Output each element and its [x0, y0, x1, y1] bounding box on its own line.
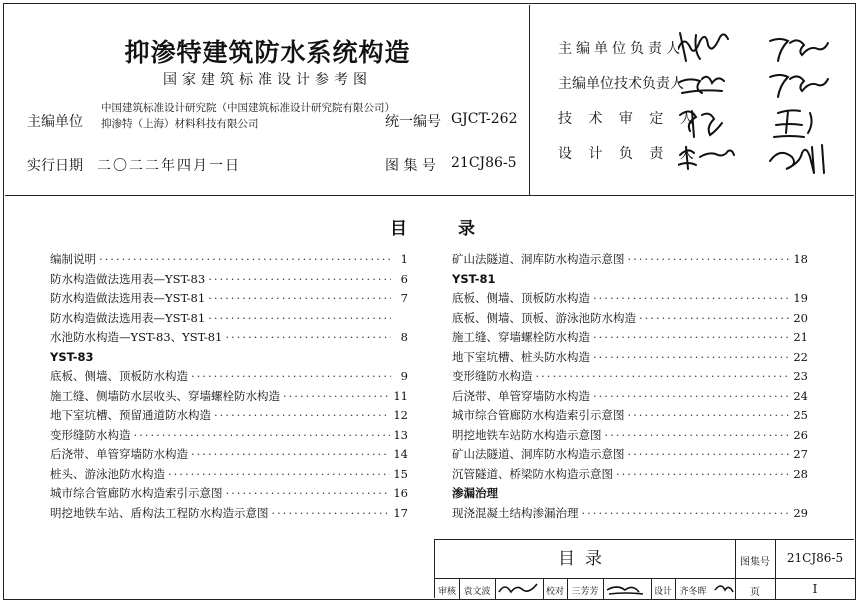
toc-entry-title: 施工缝、穿墙螺栓防水构造	[452, 330, 590, 344]
design-label: 设计	[653, 587, 672, 597]
toc-entry-title: 地下室坑槽、桩头防水构造	[452, 349, 590, 364]
toc-entry[interactable]	[452, 328, 808, 348]
toc-leader-dots	[536, 367, 791, 387]
toc-entry[interactable]	[452, 250, 808, 270]
toc-leader-dots	[225, 328, 391, 348]
toc-entry-title: 矿山法隧道、洞库防水构造示意图	[452, 252, 625, 266]
toc-entry-title: 水池防水构造—YST-83、YST-81	[50, 330, 223, 344]
toc-title-right: 录	[458, 219, 475, 239]
toc-entry-page: 27	[793, 447, 808, 461]
toc-entry[interactable]	[50, 270, 408, 290]
editor-line-2: 抑渗特（上海）材料科技有限公司	[101, 118, 259, 130]
checker-name: 三芳芳	[571, 587, 599, 597]
toc-section-heading: 渗漏治理	[452, 486, 498, 500]
toc-entry[interactable]	[452, 289, 808, 309]
toc-entry-page: 13	[393, 427, 408, 442]
toc-leader-dots	[582, 504, 791, 524]
toc-entry-page: 15	[393, 466, 408, 481]
toc-leader-dots	[208, 289, 391, 309]
toc-leader-dots	[283, 387, 390, 407]
toc-entry-title: 地下室坑槽、预留通道防水构造	[50, 408, 211, 422]
toc-entry[interactable]	[50, 465, 408, 485]
toc-leader-dots	[593, 387, 790, 407]
toc-entry-title: 沉管隧道、桥梁防水构造示意图	[452, 466, 613, 481]
toc-entry-page: 24	[793, 388, 808, 403]
toc-entry[interactable]	[50, 426, 408, 446]
toc-right-column	[452, 250, 808, 523]
toc-entry-page: 17	[393, 505, 408, 520]
toc-entry[interactable]	[452, 426, 808, 446]
header-divider	[5, 195, 854, 196]
toc-entry-page: 19	[793, 291, 808, 305]
toc-entry-page: 9	[400, 369, 408, 383]
toc-entry-page: 14	[393, 447, 408, 461]
editor-label: 主编单位	[27, 114, 83, 130]
unified-no-label: 统一编号	[385, 114, 441, 130]
toc-entry[interactable]	[50, 406, 408, 426]
effective-date: 二〇二二年四月一日	[97, 158, 241, 174]
toc-leader-dots	[134, 426, 391, 446]
toc-entry[interactable]	[50, 484, 408, 504]
toc-entry-title: 后浇带、单管穿墙防水构造	[452, 388, 590, 403]
designer-name: 齐冬晖	[679, 587, 707, 597]
toc-entry-page: 8	[400, 330, 408, 344]
toc-entry[interactable]	[50, 387, 408, 407]
atlas-no-label: 图 集 号	[385, 158, 436, 174]
toc-leader-dots	[593, 289, 790, 309]
title-block	[434, 539, 854, 598]
toc-title-left: 目	[390, 219, 407, 239]
toc-entry[interactable]	[452, 465, 808, 485]
toc-entry-title: 防水构造做法选用表—YST-83	[50, 271, 206, 286]
toc-leader-dots	[628, 445, 791, 465]
toc-entry-title: 城市综合管廊防水构造索引示意图	[452, 408, 625, 422]
signature-label: 技 术 审 定 人	[558, 111, 700, 127]
signature-label: 主编单位负责人	[558, 41, 684, 57]
toc-leader-dots	[272, 504, 391, 524]
toc-entry-page: 29	[793, 505, 808, 520]
toc-entry-title: 底板、侧墙、顶板防水构造	[452, 291, 590, 305]
toc-entry-page: 23	[793, 369, 808, 383]
check-label: 校对	[545, 587, 564, 597]
atlas-no: 21CJ86-5	[451, 155, 517, 171]
toc-leader-dots	[168, 465, 390, 485]
toc-entry-page: 16	[393, 486, 408, 500]
toc-entry-page: 21	[793, 330, 808, 344]
signature-panel	[530, 5, 854, 195]
toc-section-heading: YST-83	[50, 349, 94, 364]
toc-entry-title: 变形缝防水构造	[452, 369, 533, 383]
toc-entry-title: 明挖地铁车站、盾构法工程防水构造示意图	[50, 505, 269, 520]
toc-leader-dots	[616, 465, 790, 485]
toc-entry-title: 城市综合管廊防水构造索引示意图	[50, 486, 223, 500]
atlas-subtitle: 国家建筑标准设计参考图	[163, 72, 372, 88]
toc-entry-page: 18	[793, 252, 808, 266]
toc-entry-title: 编制说明	[50, 252, 96, 266]
signature-label: 设 计 负 责 人	[558, 146, 700, 162]
title-block-title: 目录	[558, 549, 612, 569]
atlas-title: 抑渗特建筑防水系统构造	[124, 38, 411, 67]
toc-entry[interactable]	[452, 504, 808, 524]
toc-entry[interactable]	[452, 387, 808, 407]
toc-leader-dots	[208, 270, 391, 290]
toc-entry-page: 1	[400, 252, 408, 266]
toc-entry[interactable]	[50, 367, 408, 387]
editor-line-1: 中国建筑标准设计研究院（中国建筑标准设计研究院有限公司）	[101, 102, 395, 114]
toc-leader-dots	[208, 309, 391, 329]
title-block-page-no: I	[812, 582, 818, 596]
toc-entry[interactable]	[452, 406, 808, 426]
toc-entry[interactable]	[452, 348, 808, 368]
header-info-panel	[5, 5, 530, 195]
toc-entry[interactable]	[50, 309, 408, 329]
reviewer-name: 袁文波	[463, 587, 491, 597]
toc-entry-title: 防水构造做法选用表—YST-81	[50, 310, 206, 325]
toc-entry-title: 矿山法隧道、洞库防水构造示意图	[452, 447, 625, 461]
toc-entry[interactable]	[50, 445, 408, 465]
toc-entry-page: 12	[393, 408, 408, 422]
toc-entry-title: 后浇带、单管穿墙防水构造	[50, 447, 188, 461]
toc-entry-page: 28	[793, 466, 808, 481]
toc-leader-dots	[593, 348, 790, 368]
toc-entry[interactable]	[50, 250, 408, 270]
toc-leader-dots	[628, 406, 791, 426]
toc-leader-dots	[191, 367, 391, 387]
reviewer-signature	[497, 580, 541, 598]
toc-entry[interactable]	[50, 504, 408, 524]
toc-entry-title: 底板、侧墙、顶板防水构造	[50, 369, 188, 383]
unified-no: GJCT-262	[451, 111, 518, 127]
toc-entry-page: 22	[793, 349, 808, 364]
date-label: 实行日期	[27, 158, 83, 174]
toc-leader-dots	[628, 250, 791, 270]
toc-entry[interactable]	[452, 367, 808, 387]
toc-entry[interactable]	[452, 445, 808, 465]
toc-entry[interactable]	[50, 289, 408, 309]
toc-entry-title: 底板、侧墙、顶板、游泳池防水构造	[452, 310, 636, 325]
toc-entry-title: 现浇混凝土结构渗漏治理	[452, 505, 579, 520]
handwritten-signatures	[678, 27, 850, 177]
title-block-atlas-label: 图集号	[740, 557, 770, 568]
toc-entry-title: 桩头、游泳池防水构造	[50, 466, 165, 481]
toc-entry-page: 11	[393, 388, 408, 403]
review-label: 审核	[437, 587, 456, 597]
toc-leader-dots	[191, 445, 390, 465]
toc-entry-page: 20	[793, 310, 808, 325]
checker-signature	[605, 580, 649, 598]
toc-entry-page: 7	[400, 291, 408, 305]
toc-entry-title: 防水构造做法选用表—YST-81	[50, 291, 206, 305]
toc-entry-title: 变形缝防水构造	[50, 427, 131, 442]
toc-leader-dots	[226, 484, 391, 504]
toc-entry-title: 施工缝、侧墙防水层收头、穿墙螺栓防水构造	[50, 388, 280, 403]
toc-leader-dots	[639, 309, 790, 329]
signature-label: 主编单位技术负责人	[558, 76, 684, 92]
toc-leader-dots	[99, 250, 391, 270]
toc-entry-title: 明挖地铁车站防水构造示意图	[452, 427, 602, 442]
toc-entry-page	[394, 309, 408, 329]
title-block-atlas-no: 21CJ86-5	[786, 551, 844, 565]
toc-leader-dots	[214, 406, 390, 426]
toc-entry[interactable]	[452, 309, 808, 329]
toc-entry-page: 26	[793, 427, 808, 442]
toc-leader-dots	[593, 328, 790, 348]
title-block-page-label: 页	[750, 587, 760, 598]
toc-leader-dots	[605, 426, 791, 446]
toc-section-heading: YST-81	[452, 271, 496, 286]
toc-entry-page: 6	[400, 271, 408, 286]
toc-entry[interactable]	[50, 328, 408, 348]
toc-entry-page: 25	[793, 408, 808, 422]
designer-signature	[713, 580, 735, 598]
toc-left-column	[50, 250, 408, 523]
